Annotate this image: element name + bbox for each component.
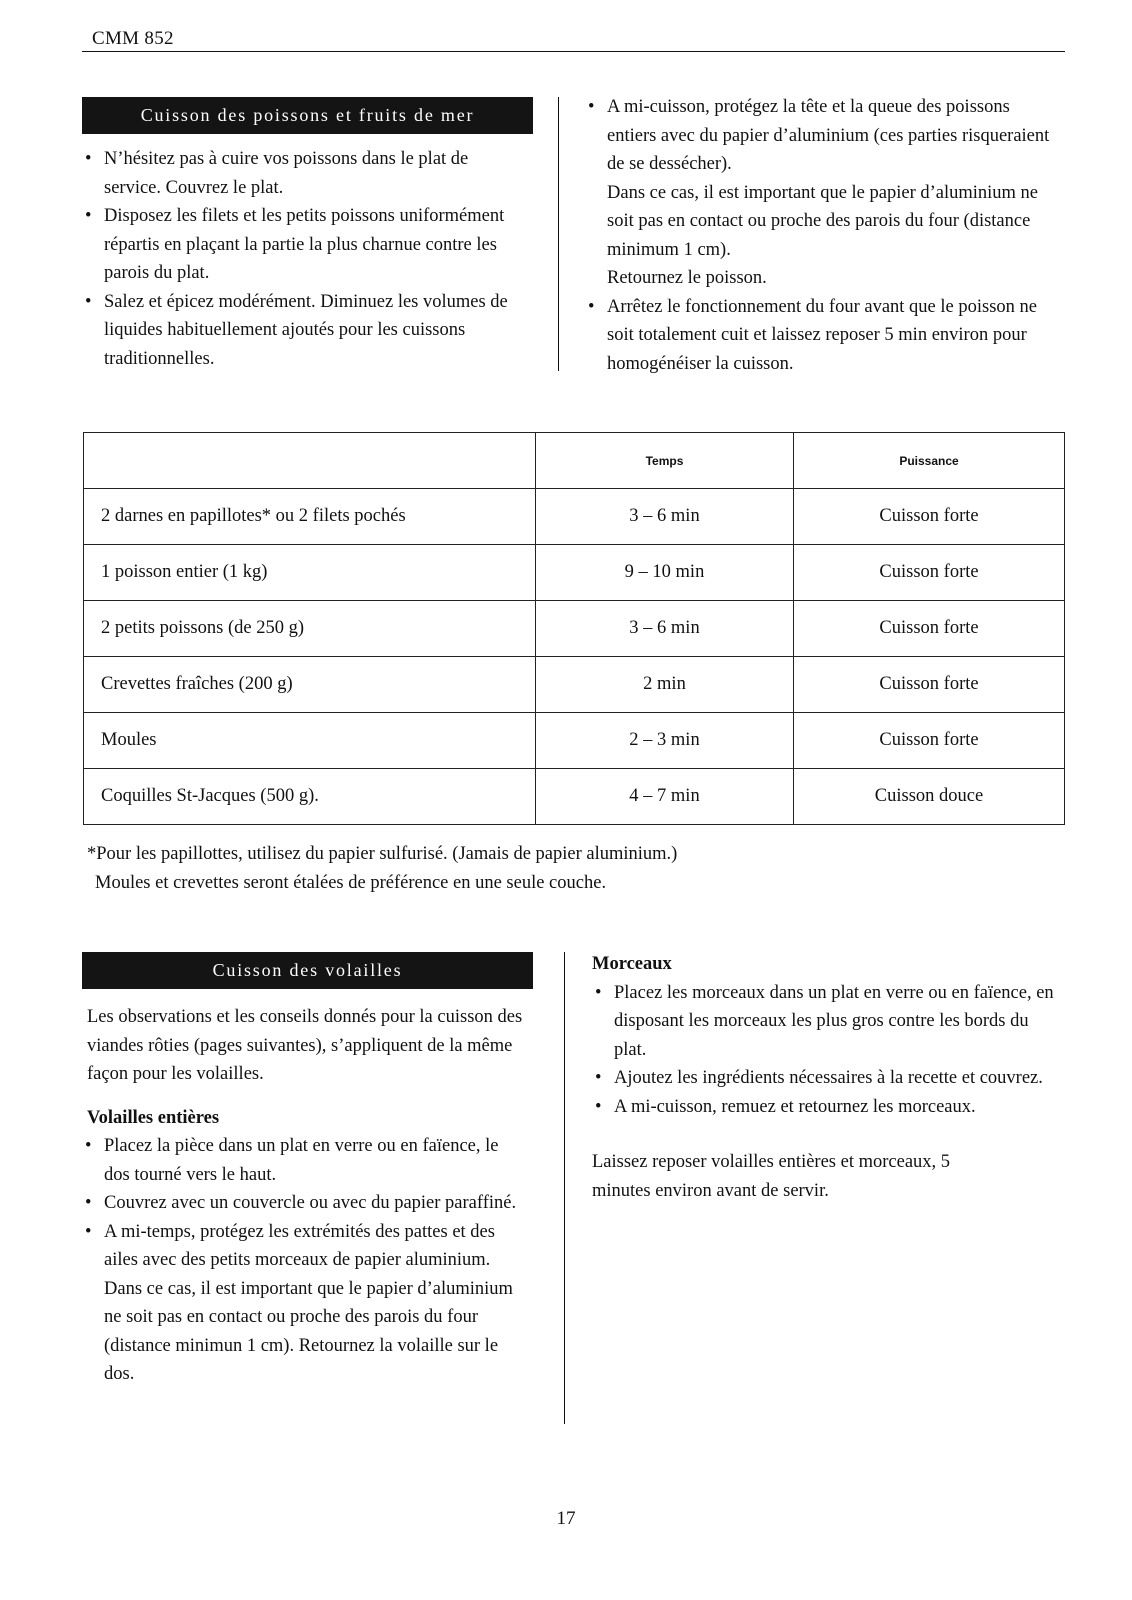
table-row (84, 601, 1065, 657)
power-column-header: Puissance (794, 433, 1065, 489)
whole-poultry-heading: Volailles entières (87, 1107, 220, 1128)
cooking-time-table (83, 432, 1065, 825)
table-row (84, 713, 1065, 769)
document-code: CMM 852 (92, 28, 174, 49)
bullet-text-end: Retournez le poisson. (607, 268, 767, 288)
power-cell: Cuisson douce (794, 769, 1065, 825)
power-cell: Cuisson forte (794, 601, 1065, 657)
table-row (84, 657, 1065, 713)
power-cell: Cuisson forte (794, 489, 1065, 545)
column-divider (558, 97, 559, 371)
time-cell: 3 – 6 min (536, 601, 794, 657)
table-footnotes (87, 840, 677, 897)
fish-tips-list (82, 145, 533, 373)
time-column-header: Temps (536, 433, 794, 489)
list-item: • Placez la pièce dans un plat en verre ou en faïence, le dos tourné vers le haut. (82, 1132, 525, 1189)
time-cell: 4 – 7 min (536, 769, 794, 825)
list-item: • Placez les morceaux dans un plat en verre ou en faïence, en disposant les morceaux les plus gros contre les bords du plat. (592, 979, 1054, 1065)
fish-right-column (585, 93, 1050, 378)
food-column-header (84, 433, 536, 489)
food-cell: 1 poisson entier (1 kg) (84, 545, 536, 601)
fish-left-column (82, 97, 533, 373)
poultry-section-title: Cuisson des volailles (82, 952, 533, 989)
whole-poultry-list (82, 1132, 533, 1389)
list-item: • A mi-cuisson, remuez et retournez les morceaux. (592, 1093, 1054, 1122)
time-cell: 2 – 3 min (536, 713, 794, 769)
food-cell: Moules (84, 713, 536, 769)
resting-note: Laissez reposer volailles entières et morceaux, 5 minutes environ avant de servir. (592, 1152, 951, 1201)
list-item: • A mi-temps, protégez les extrémités des pattes et des ailes avec des petits morceaux de papier aluminium. Dans ce cas, il est important que le papier d’aluminium ne soit pas en contact ou proche des parois du four (distance minimun 1 cm). Retournez la volaille sur le dos. (82, 1218, 525, 1389)
column-divider (564, 952, 565, 1424)
poultry-right-column (592, 950, 1054, 1205)
time-cell: 3 – 6 min (536, 489, 794, 545)
food-cell: 2 petits poissons (de 250 g) (84, 601, 536, 657)
bullet-text-continued: Dans ce cas, il est important que le papier d’aluminium ne soit pas en contact ou proche des parois du four (distance minimum 1 cm). (607, 182, 1039, 260)
pieces-heading: Morceaux (592, 954, 672, 974)
list-item: • Ajoutez les ingrédients nécessaires à la recette et couvrez. (592, 1064, 1054, 1093)
list-item: • Arrêtez le fonctionnement du four avant que le poisson ne soit totalement cuit et laissez reposer 5 min environ pour homogénéiser la cuisson. (585, 293, 1050, 379)
bullet-text: A mi-cuisson, protégez la tête et la queue des poissons entiers avec du papier d’aluminium (ces parties risqueraient de se dessécher). (607, 97, 1050, 174)
table-header-row (84, 433, 1065, 489)
pieces-list (592, 979, 1054, 1122)
list-item: • Couvrez avec un couvercle ou avec du papier paraffiné. (82, 1189, 525, 1218)
table-row (84, 489, 1065, 545)
food-cell: Coquilles St-Jacques (500 g). (84, 769, 536, 825)
fish-tips-list-2 (585, 93, 1050, 378)
footnote-line: *Pour les papillottes, utilisez du papier sulfurisé. (Jamais de papier aluminium.) (87, 844, 678, 864)
poultry-intro: Les observations et les conseils donnés pour la cuisson des viandes rôties (pages suivantes), s’appliquent de la même façon pour les volailles. (87, 1007, 523, 1084)
list-item: • N’hésitez pas à cuire vos poissons dans le plat de service. Couvrez le plat. (82, 145, 525, 202)
time-cell: 9 – 10 min (536, 545, 794, 601)
table-row (84, 769, 1065, 825)
list-item: • Disposez les filets et les petits poissons uniformément répartis en plaçant la partie la plus charnue contre les parois du plat. (82, 202, 525, 288)
power-cell: Cuisson forte (794, 713, 1065, 769)
list-item (585, 93, 1050, 293)
header-rule (82, 51, 1065, 52)
list-item: • Salez et épicez modérément. Diminuez les volumes de liquides habituellement ajoutés pour les cuissons traditionnelles. (82, 288, 525, 374)
fish-section-title: Cuisson des poissons et fruits de mer (82, 97, 533, 134)
table-row (84, 545, 1065, 601)
page-number: 17 (556, 1508, 576, 1529)
power-cell: Cuisson forte (794, 657, 1065, 713)
footnote-line: Moules et crevettes seront étalées de préférence en une seule couche. (95, 872, 607, 893)
food-cell: 2 darnes en papillotes* ou 2 filets pochés (84, 489, 536, 545)
poultry-left-column (82, 952, 533, 1389)
power-cell: Cuisson forte (794, 545, 1065, 601)
food-cell: Crevettes fraîches (200 g) (84, 657, 536, 713)
time-cell: 2 min (536, 657, 794, 713)
